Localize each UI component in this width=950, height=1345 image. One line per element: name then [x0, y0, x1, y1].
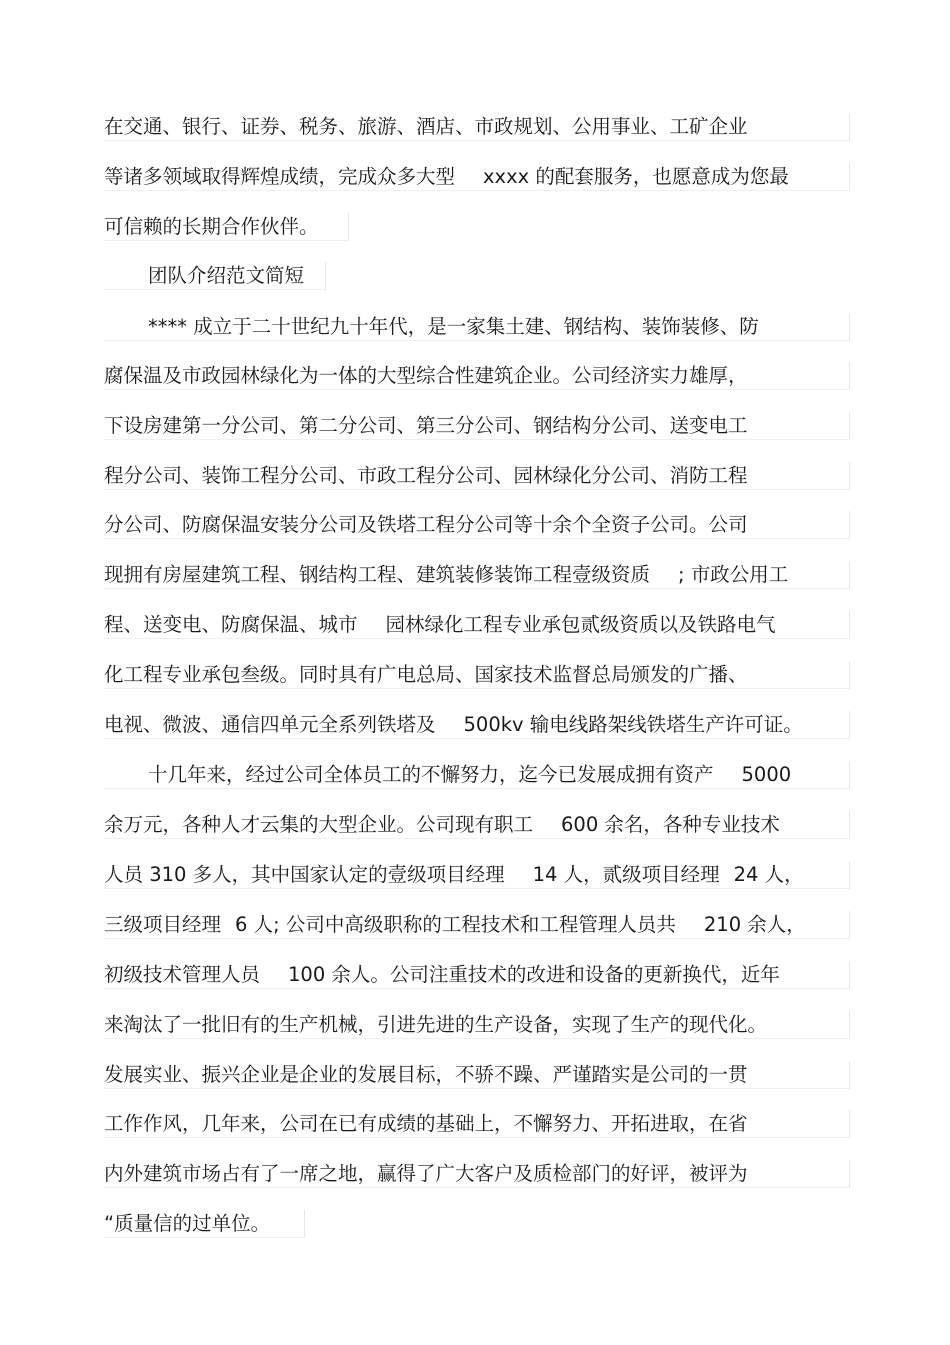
text-line: 电视、微波、通信四单元全系列铁塔及 — [104, 713, 436, 736]
text-line-6 — [104, 362, 850, 390]
text-line-13 — [104, 711, 850, 739]
text-line: 余万元，各种人才云集的大型企业。公司现有职工 — [104, 813, 534, 836]
text-line: 初级技术管理人员 — [104, 963, 261, 986]
text-line: 14 人，贰级项目经理 — [532, 863, 720, 886]
text-line: 工作作风，几年来，公司在已有成绩的基础上，不懈努力、开拓进取，在省 — [104, 1112, 748, 1135]
text-line: 等诸多领域取得辉煌成绩，完成众多大型 — [104, 165, 456, 188]
text-line-15 — [104, 811, 850, 839]
text-line: 腐保温及市政园林绿化为一体的大型综合性建筑企业。公司经济实力雄厚， — [104, 364, 748, 387]
text-line: 6 人; 公司中高级职称的工程技术和工程管理人员共 — [235, 913, 676, 936]
text-line: ; 市政公用工 — [678, 563, 789, 586]
text-line: 下设房建第一分公司、第二分公司、第三分公司、钢结构分公司、送变电工 — [104, 414, 748, 437]
text-line: 化工程专业承包叁级。同时具有广电总局、国家技术监督总局颁发的广播、 — [104, 663, 748, 686]
text-line: 在交通、银行、证券、税务、旅游、酒店、市政规划、公用事业、工矿企业 — [104, 115, 748, 138]
section-heading — [104, 262, 326, 290]
text-line: 24 人， — [733, 863, 804, 886]
text-line-22 — [104, 1160, 850, 1188]
text-line-3 — [104, 213, 349, 241]
text-line-18 — [104, 961, 850, 989]
text-line-5 — [104, 313, 850, 341]
text-line: 100 余人。公司注重技术的改进和设备的更新换代，近年 — [288, 963, 780, 986]
text-line-1 — [104, 113, 850, 141]
text-line: 来淘汰了一批旧有的生产机械，引进先进的生产设备，实现了生产的现代化。 — [104, 1013, 768, 1036]
text-line-12 — [104, 661, 850, 689]
text-line-19 — [104, 1011, 850, 1039]
text-line-11 — [104, 611, 850, 639]
text-line: 人员 310 多人，其中国家认定的壹级项目经理 — [104, 863, 505, 886]
text-line: 现拥有房屋建筑工程、钢结构工程、建筑装修装饰工程壹级资质 — [104, 563, 651, 586]
text-line: 可信赖的长期合作伙伴。 — [104, 215, 319, 238]
text-line: 内外建筑市场占有了一席之地，赢得了广大客户及质检部门的好评，被评为 — [104, 1162, 748, 1185]
text-line: 分公司、防腐保温安装分公司及铁塔工程分公司等十余个全资子公司。公司 — [104, 513, 748, 536]
text-line: 5000 — [741, 763, 792, 786]
text-line: 十几年来，经过公司全体员工的不懈努力，迄今已发展成拥有资产 — [148, 763, 714, 786]
text-line-9 — [104, 511, 850, 539]
heading-text: 团队介绍范文简短 — [148, 264, 305, 287]
text-line: xxxx 的配套服务，也愿意成为您最 — [483, 165, 789, 188]
text-line: “质量信的过单位。 — [104, 1212, 271, 1235]
text-line: 程分公司、装饰工程分公司、市政工程分公司、园林绿化分公司、消防工程 — [104, 464, 748, 487]
text-line-14 — [104, 761, 850, 789]
text-line: 园林绿化工程专业承包贰级资质以及铁路电气 — [385, 613, 776, 636]
text-line-2 — [104, 163, 850, 191]
text-line: 发展实业、振兴企业是企业的发展目标，不骄不躁、严谨踏实是公司的一贯 — [104, 1063, 748, 1086]
text-line-17 — [104, 911, 850, 939]
text-line: 600 余名，各种专业技术 — [561, 813, 780, 836]
text-line-20 — [104, 1061, 850, 1089]
text-line: **** 成立于二十世纪九十年代，是一家集土建、钢结构、装饰装修、防 — [148, 315, 759, 338]
text-line-21 — [104, 1110, 850, 1138]
text-line: 210 余人， — [703, 913, 806, 936]
text-line: 程、送变电、防腐保温、城市 — [104, 613, 358, 636]
text-line: 三级项目经理 — [104, 913, 222, 936]
text-line-23 — [104, 1210, 305, 1238]
text-line: 500kv 输电线路架线铁塔生产许可证。 — [463, 713, 803, 736]
text-line-7 — [104, 412, 850, 440]
text-line-16 — [104, 861, 850, 889]
text-line-8 — [104, 462, 850, 490]
text-line-10 — [104, 561, 850, 589]
